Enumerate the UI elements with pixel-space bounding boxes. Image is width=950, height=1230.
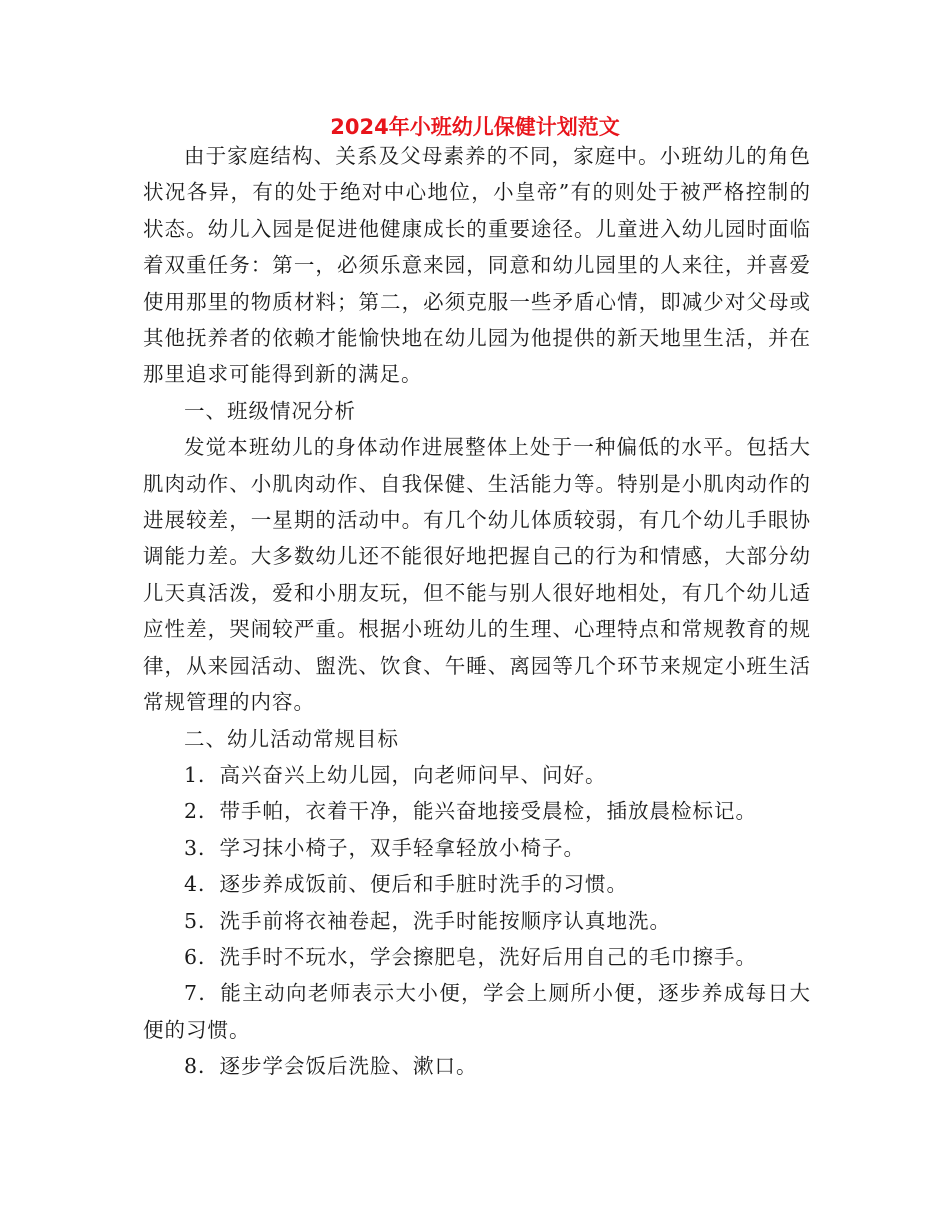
section-heading-routine-goals: 二、幼儿活动常规目标 (184, 726, 399, 751)
goal-item-1: 1．高兴奋兴上幼儿园，向老师问早、问好。 (184, 762, 607, 787)
section-heading-class-analysis: 一、班级情况分析 (184, 398, 356, 423)
class-analysis-paragraph: 发觉本班幼儿的身体动作进展整体上处于一种偏低的水平。包括大肌肉动作、小肌肉动作、自我保健、生活能力等。特别是小肌肉动作的进展较差，一星期的活动中。有几个幼儿体质较弱，有几个幼儿手眼协调能力差。大多数幼儿还不能很好地把握自己的行为和情感，大部分幼儿天真活泼，爱和小朋友玩，但不能与别人很好地相处，有几个幼儿适应性差，哭闹较严重。根据小班幼儿的生理、心理特点和常规教育的规律，从来园活动、盥洗、饮食、午睡、离园等几个环节来规定小班生活常规管理的内容。 (143, 435, 811, 715)
goal-item-6: 6．洗手时不玩水，学会擦肥皂，洗好后用自己的毛巾擦手。 (184, 944, 758, 969)
goal-item-4: 4．逐步养成饭前、便后和手脏时洗手的习惯。 (184, 872, 629, 897)
document-body (143, 138, 811, 1085)
goal-item-3: 3．学习抹小椅子，双手轻拿轻放小椅子。 (184, 835, 586, 860)
intro-paragraph: 由于家庭结构、关系及父母素养的不同，家庭中。小班幼儿的角色状况各异，有的处于绝对中心地位，小皇帝”有的则处于被严格控制的状态。幼儿入园是促进他健康成长的重要途径。儿童进入幼儿园时面临着双重任务：第一，必须乐意来园，同意和幼儿园里的人来往，并喜爱使用那里的物质材料；第二，必须克服一些矛盾心情，即减少对父母或其他抚养者的依赖才能愉快地在幼儿园为他提供的新天地里生活，并在那里追求可能得到新的满足。 (143, 144, 811, 387)
goal-item-5: 5．洗手前将衣袖卷起，洗手时能按顺序认真地洗。 (184, 908, 672, 933)
goal-item-8: 8．逐步学会饭后洗脸、漱口。 (184, 1054, 478, 1079)
document-title: 2024年小班幼儿保健计划范文 (330, 115, 620, 139)
goal-item-7: 7．能主动向老师表示大小便，学会上厕所小便，逐步养成每日大便的习惯。 (143, 981, 811, 1042)
goal-item-2: 2．带手帕，衣着干净，能兴奋地接受晨检，插放晨检标记。 (184, 799, 758, 824)
